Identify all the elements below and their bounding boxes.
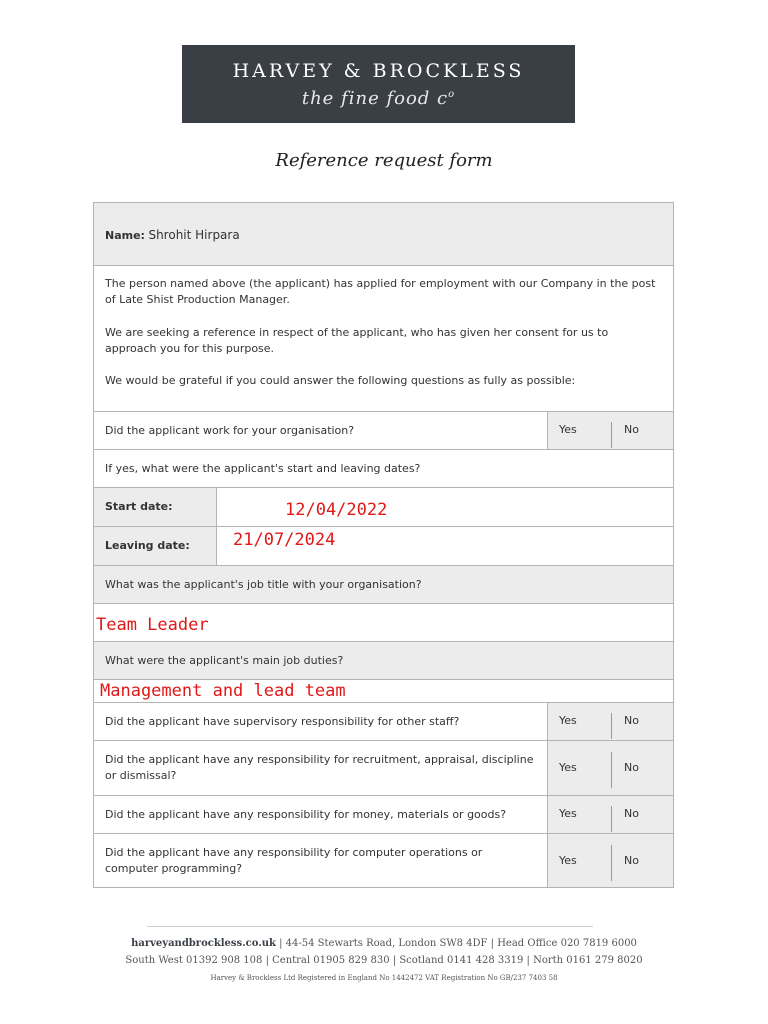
divider [611, 845, 612, 881]
leaving-date-label: Leaving date: [105, 539, 190, 552]
question-row-dates [93, 450, 674, 488]
yes-no-group [547, 412, 673, 449]
question-work: Did the applicant work for your organisation? [105, 424, 355, 437]
logo-name: HARVEY & BROCKLESS [232, 60, 525, 82]
logo-tagline: the fine food $c^o$ [301, 88, 456, 109]
question-row-recruitment [93, 741, 674, 796]
yes-no-group [547, 703, 673, 740]
answer-row-title [93, 604, 674, 642]
question-row-work [93, 412, 674, 450]
question-supervisory: Did the applicant have supervisory responsibility for other staff? [105, 715, 460, 728]
question-money: Did the applicant have any responsibility for money, materials or goods? [105, 808, 507, 821]
question-title: What was the applicant's job title with your organisation? [105, 578, 422, 591]
form-title: Reference request form [275, 150, 493, 171]
yes-option[interactable]: Yes [559, 854, 577, 867]
intro-p1: The person named above (the applicant) has applied for employment with our Company in the post of Late Shist Production Manager. [105, 277, 656, 306]
question-row-computer [93, 834, 674, 888]
divider [611, 752, 612, 788]
footer-website-link[interactable]: harveyandbrockless.co.uk [131, 938, 276, 949]
footer-divider [147, 926, 593, 927]
job-duties-value[interactable]: Management and lead team [100, 681, 346, 701]
footer-address-text: | 44-54 Stewarts Road, London SW8 4DF | Head Office 020 7819 6000 [275, 938, 637, 949]
no-option[interactable]: No [624, 761, 639, 774]
name-field [105, 227, 240, 244]
leaving-date-value[interactable]: 21/07/2024 [233, 530, 336, 550]
answer-row-duties [93, 680, 674, 703]
yes-option[interactable]: Yes [559, 714, 577, 727]
question-duties: What were the applicant's main job duties? [105, 654, 344, 667]
name-value[interactable]: Shrohit Hirpara [148, 228, 240, 242]
divider [611, 713, 612, 739]
footer-registration: Harvey & Brockless Ltd Registered in England No 1442472 VAT Registration No GB/237 7403 58 [210, 974, 558, 982]
question-computer: Did the applicant have any responsibility for computer operations or computer programming? [105, 846, 483, 875]
no-option[interactable]: No [624, 807, 639, 820]
question-row-duties [93, 642, 674, 680]
start-date-label-cell [94, 488, 217, 526]
no-option[interactable]: No [624, 423, 639, 436]
question-dates: If yes, what were the applicant's start and leaving dates? [105, 462, 421, 475]
yes-no-group [547, 741, 673, 795]
divider [611, 422, 612, 448]
name-label: Name: [105, 229, 145, 242]
leaving-date-label-cell [94, 527, 217, 565]
leaving-date-row [93, 527, 674, 566]
start-date-label: Start date: [105, 500, 173, 513]
footer-address [0, 938, 768, 949]
yes-no-group [547, 834, 673, 887]
start-date-row [93, 488, 674, 527]
question-row-supervisory [93, 703, 674, 741]
start-date-value[interactable]: 12/04/2022 [285, 500, 388, 520]
yes-option[interactable]: Yes [559, 423, 577, 436]
question-row-money [93, 796, 674, 834]
footer-phones: South West 01392 908 108 | Central 01905 829 830 | Scotland 0141 428 3319 | North 0161 279 8020 [125, 955, 643, 966]
yes-option[interactable]: Yes [559, 807, 577, 820]
intro-row [93, 266, 674, 412]
no-option[interactable]: No [624, 854, 639, 867]
name-row [93, 202, 674, 266]
job-title-value[interactable]: Team Leader [96, 615, 209, 635]
question-row-title [93, 566, 674, 604]
divider [611, 806, 612, 832]
intro-p2: We are seeking a reference in respect of the applicant, who has given her consent for us to approach you for this purpose. [105, 326, 609, 355]
no-option[interactable]: No [624, 714, 639, 727]
yes-option[interactable]: Yes [559, 761, 577, 774]
company-logo [182, 45, 575, 123]
question-recruitment: Did the applicant have any responsibility for recruitment, appraisal, discipline or dismissal? [105, 753, 534, 782]
yes-no-group [547, 796, 673, 833]
intro-p3: We would be grateful if you could answer the following questions as fully as possible: [105, 374, 576, 387]
